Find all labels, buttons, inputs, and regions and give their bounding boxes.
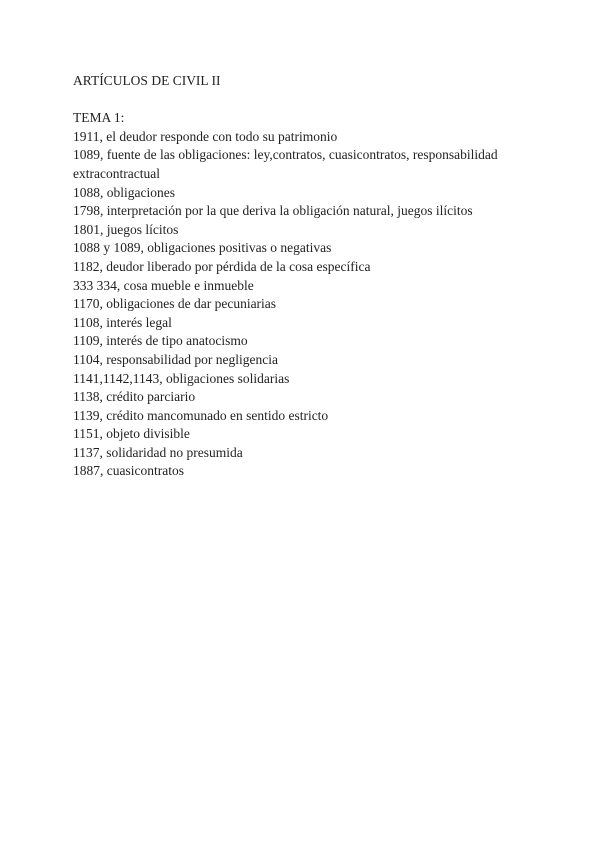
article-entry: 1911, el deudor responde con todo su patrimonio xyxy=(73,128,338,144)
article-entry: 1139, crédito mancomunado en sentido estricto xyxy=(73,407,329,423)
article-entry: 1108, interés legal xyxy=(73,314,172,330)
article-entry: 1138, crédito parciario xyxy=(73,389,196,405)
article-entry: 1170, obligaciones de dar pecuniarias xyxy=(73,296,277,312)
article-entry: 1089, fuente de las obligaciones: ley,contratos, cuasicontratos, responsabilidad extracontractual xyxy=(73,147,498,181)
article-entry: 1887, cuasicontratos xyxy=(73,463,184,479)
article-entry: 1088, obligaciones xyxy=(73,184,175,200)
article-entry: 1109, interés de tipo anatocismo xyxy=(73,333,248,349)
article-list xyxy=(73,128,543,481)
document-title: ARTÍCULOS DE CIVIL II xyxy=(73,73,221,88)
article-entry: 333 334, cosa mueble e inmueble xyxy=(73,277,254,293)
article-entry: 1182, deudor liberado por pérdida de la cosa específica xyxy=(73,258,371,274)
article-entry: 1801, juegos lícitos xyxy=(73,221,179,237)
section-heading: TEMA 1: xyxy=(73,110,125,126)
article-entry: 1104, responsabilidad por negligencia xyxy=(73,351,278,367)
article-entry: 1137, solidaridad no presumida xyxy=(73,444,243,460)
article-entry: 1088 y 1089, obligaciones positivas o negativas xyxy=(73,240,332,256)
article-entry: 1141,1142,1143, obligaciones solidarias xyxy=(73,370,290,386)
article-entry: 1151, objeto divisible xyxy=(73,426,190,442)
document-page xyxy=(73,72,543,481)
blank-line xyxy=(73,91,543,110)
article-entry: 1798, interpretación por la que deriva la obligación natural, juegos ilícitos xyxy=(73,203,473,219)
